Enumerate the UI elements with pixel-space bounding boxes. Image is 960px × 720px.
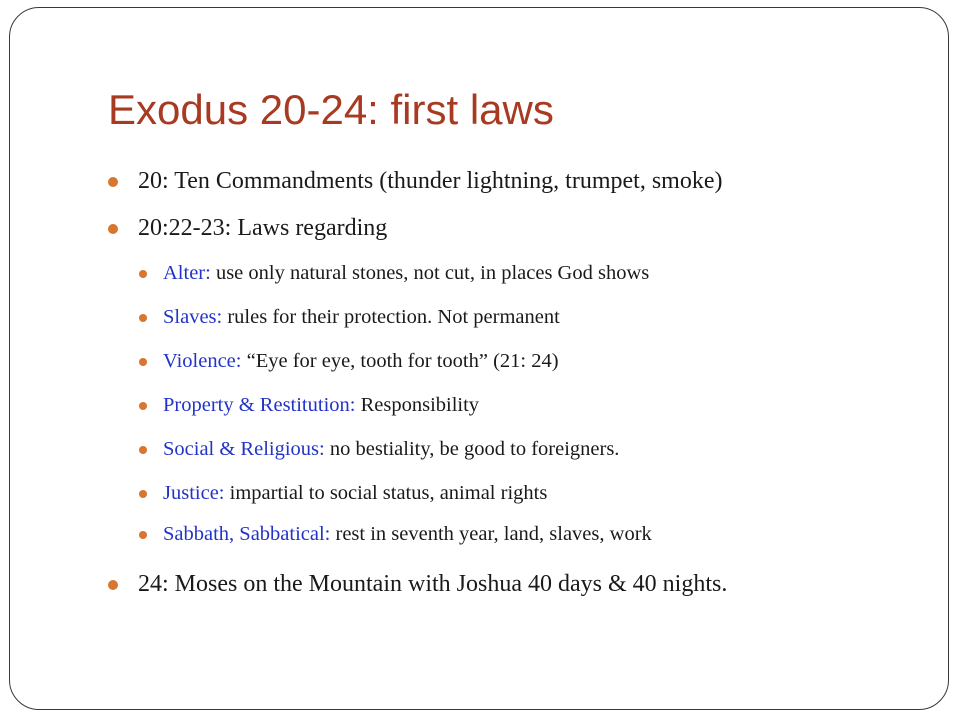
sub-bullet-violence <box>163 347 559 375</box>
term-label: Justice: <box>163 482 225 504</box>
bullet-text: rest in seventh year, land, slaves, work <box>330 523 652 545</box>
bullet-ten-commandments <box>138 165 722 197</box>
sub-bullet-alter <box>163 259 649 287</box>
term-label: Sabbath, Sabbatical: <box>163 523 331 545</box>
bullet-dot-icon <box>139 358 147 366</box>
sub-bullet-justice <box>163 479 547 507</box>
bullet-text: 24: Moses on the Mountain with Joshua 40 days & 40 nights. <box>138 571 728 597</box>
term-label: Violence: <box>163 350 242 372</box>
sub-bullet-slaves <box>163 303 560 331</box>
sub-bullet-sabbath <box>163 520 652 548</box>
bullet-dot-icon <box>108 580 118 590</box>
term-label: Social & Religious: <box>163 438 325 460</box>
bullet-laws-regarding <box>138 212 387 244</box>
bullet-text: rules for their protection. Not permanent <box>222 306 560 328</box>
bullet-dot-icon <box>139 270 147 278</box>
bullet-dot-icon <box>139 402 147 410</box>
bullet-dot-icon <box>108 177 118 187</box>
bullet-text: no bestiality, be good to foreigners. <box>324 438 620 460</box>
bullet-text: Responsibility <box>355 394 480 416</box>
bullet-text: 20:22-23: Laws regarding <box>138 215 388 241</box>
bullet-dot-icon <box>139 314 147 322</box>
bullet-text: 20: Ten Commandments (thunder lightning, trumpet, smoke) <box>138 168 723 194</box>
bullet-dot-icon <box>108 224 118 234</box>
bullet-dot-icon <box>139 490 147 498</box>
bullet-text: use only natural stones, not cut, in places God shows <box>210 262 650 284</box>
sub-bullet-property <box>163 391 479 419</box>
slide-title: Exodus 20-24: first laws <box>108 86 554 133</box>
bullet-text: “Eye for eye, tooth for tooth” (21: 24) <box>241 350 559 372</box>
term-label: Alter: <box>163 262 211 284</box>
bullet-text: impartial to social status, animal rights <box>224 482 548 504</box>
sub-bullet-social <box>163 435 619 463</box>
bullet-dot-icon <box>139 531 147 539</box>
term-label: Property & Restitution: <box>163 394 356 416</box>
bullet-dot-icon <box>139 446 147 454</box>
term-label: Slaves: <box>163 306 223 328</box>
bullet-moses-mountain <box>138 568 727 600</box>
